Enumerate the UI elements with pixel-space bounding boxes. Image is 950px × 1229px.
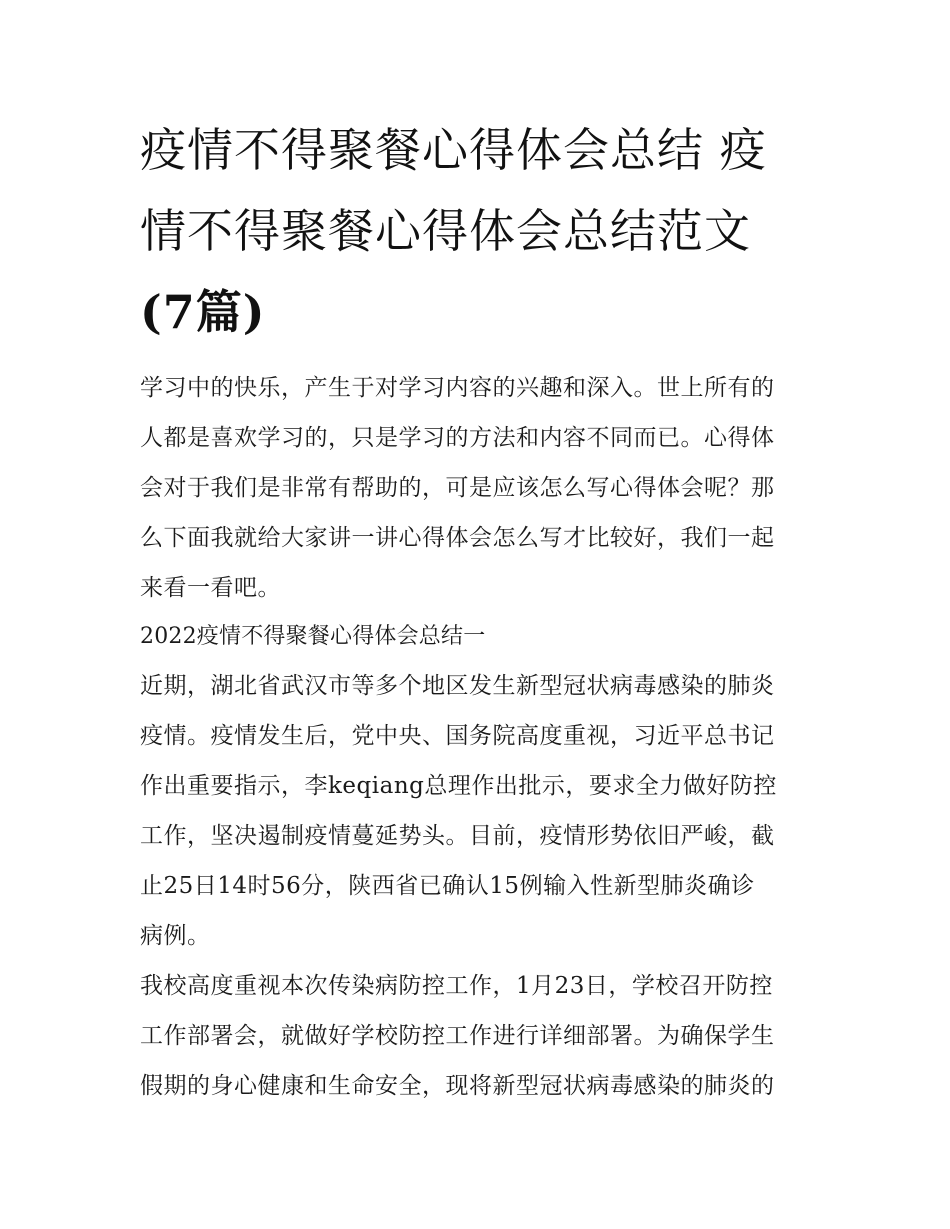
text-line: 人都是喜欢学习的，只是学习的方法和内容不同而已。心得体 xyxy=(140,425,775,451)
intro-paragraph xyxy=(140,363,812,613)
body-paragraph xyxy=(140,961,812,1111)
text-line: 么下面我就给大家讲一讲心得体会怎么写才比较好，我们一起 xyxy=(140,525,775,551)
title-line: (7篇) xyxy=(140,285,266,339)
text-line: 工作，坚决遏制疫情蔓延势头。目前，疫情形势依旧严峻，截 xyxy=(140,823,775,849)
text-line: 来看一看吧。 xyxy=(140,575,281,601)
document-title xyxy=(140,110,812,353)
title-line: 疫情不得聚餐心得体会总结 疫 xyxy=(140,123,767,177)
text-line: 止25日14时56分，陕西省已确认15例输入性新型肺炎确诊 xyxy=(140,873,755,899)
text-line: 假期的身心健康和生命安全，现将新型冠状病毒感染的肺炎的 xyxy=(140,1073,775,1099)
body-paragraph xyxy=(140,661,812,961)
document-page xyxy=(140,110,812,1111)
text-line: 近期，湖北省武汉市等多个地区发生新型冠状病毒感染的肺炎 xyxy=(140,673,775,699)
text-line: 疫情。疫情发生后，党中央、国务院高度重视，习近平总书记 xyxy=(140,723,775,749)
text-line: 会对于我们是非常有帮助的，可是应该怎么写心得体会呢？那 xyxy=(140,475,775,501)
text-line: 病例。 xyxy=(140,923,211,949)
title-line: 情不得聚餐心得体会总结范文 xyxy=(140,204,751,258)
text-line: 我校高度重视本次传染病防控工作，1月23日，学校召开防控 xyxy=(140,973,773,999)
section-heading: 2022疫情不得聚餐心得体会总结一 xyxy=(140,624,486,649)
text-line: 学习中的快乐，产生于对学习内容的兴趣和深入。世上所有的 xyxy=(140,375,775,401)
text-line: 作出重要指示，李keqiang总理作出批示，要求全力做好防控 xyxy=(140,773,777,799)
text-line: 工作部署会，就做好学校防控工作进行详细部署。为确保学生 xyxy=(140,1023,775,1049)
